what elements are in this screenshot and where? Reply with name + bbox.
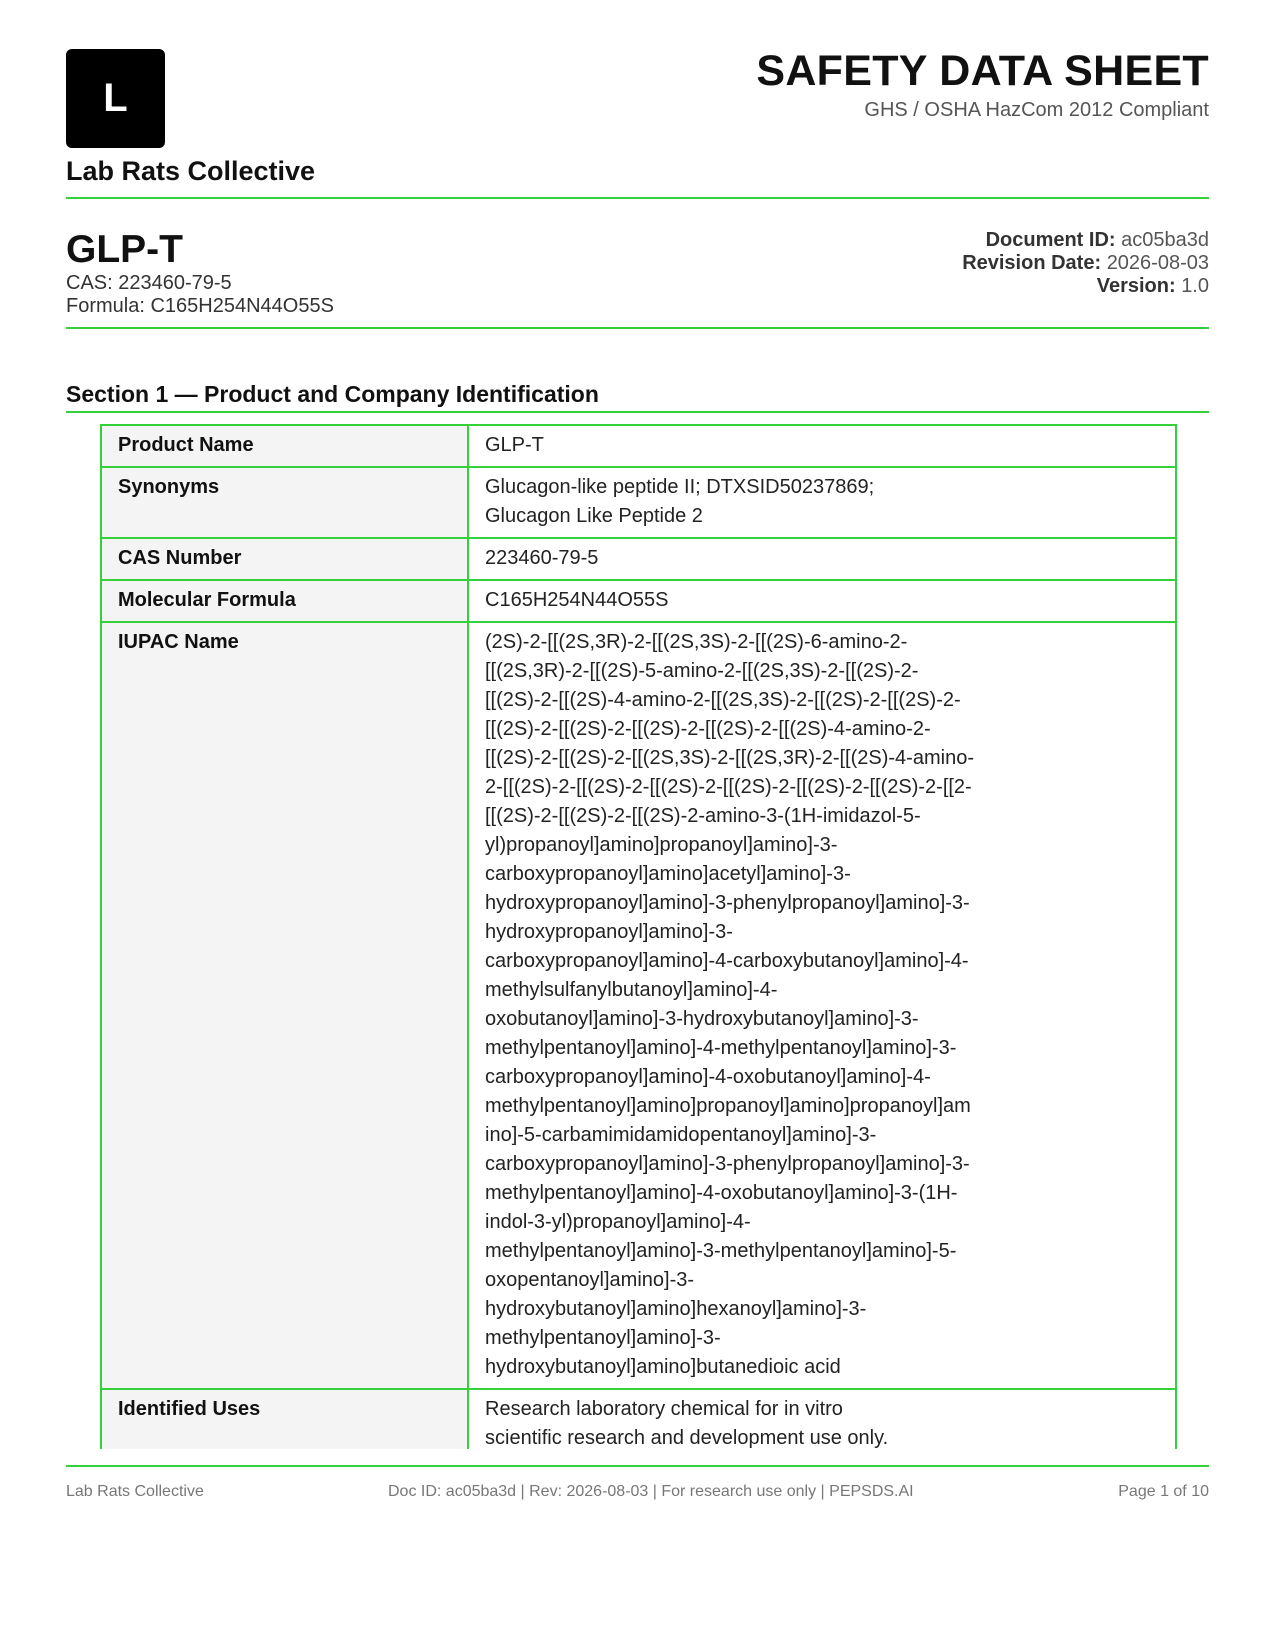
row-value: GLP-T bbox=[468, 425, 1176, 467]
document-id bbox=[986, 229, 1209, 252]
row-value-cell bbox=[468, 622, 1176, 1389]
product-name: GLP-T bbox=[66, 228, 183, 271]
table-row bbox=[101, 622, 1176, 1389]
version-value: 1.0 bbox=[1181, 275, 1209, 297]
row-label: IUPAC Name bbox=[101, 622, 468, 1389]
section-1-divider bbox=[66, 411, 1209, 413]
revision-date-label: Revision Date: bbox=[962, 252, 1102, 274]
footer-divider bbox=[66, 1465, 1209, 1467]
iupac-name-value: (2S)-2-[[(2S,3R)-2-[[(2S,3S)-2-[[(2S)-6-amino-2-[[(2S,3R)-2-[[(2S)-5-amino-2-[[(2S,3S)-2-[[(2S)-2-[[(2S)-2-[[(2S)-4-amino-2-[[(2S,3S)-2-[[(2S)-2-[[(2S)-2-[[(2S)-2-[[(2S)-2-[[(2S)-2-[[(2S)-2-[[(2S)-4-amino-2-[[(2S)-2-[[(2S)-2-[[(2S,3S)-2-[[(2S,3R)-2-[[(2S)-4-amino-2-[[(2S)-2-[[(2S)-2-[[(2S)-2-[[(2S)-2-[[(2S)-2-[[(2S)-2-[[2-[[(2S)-2-[[(2S)-2-[[(2S)-2-amino-3-(1H-imidazol-5-yl)propanoyl]amino]propanoyl]amino]-3-carboxypropanoyl]amino]acetyl]amino]-3-hydroxypropanoyl]amino]-3-phenylpropanoyl]amino]-3-hydroxypropanoyl]amino]-3-carboxypropanoyl]amino]-4-carboxybutanoyl]amino]-4-methylsulfanylbutanoyl]amino]-4-oxobutanoyl]amino]-3-hydroxybutanoyl]amino]-3-methylpentanoyl]amino]-4-methylpentanoyl]amino]-3-carboxypropanoyl]amino]-4-oxobutanoyl]amino]-4-methylpentanoyl]amino]propanoyl]amino]propanoyl]amino]-5-carbamimidamidopentanoyl]amino]-3-carboxypropanoyl]amino]-3-phenylpropanoyl]amino]-3-methylpentanoyl]amino]-4-oxobutanoyl]amino]-3-(1H-indol-3-yl)propanoyl]amino]-4-methylpentanoyl]amino]-3-methylpentanoyl]amino]-5-oxopentanoyl]amino]-3-hydroxybutanoyl]amino]hexanoyl]amino]-3-methylpentanoyl]amino]-3-hydroxybutanoyl]amino]butanedioic acid bbox=[485, 631, 974, 1378]
section-1-title: Section 1 — Product and Company Identification bbox=[66, 381, 599, 407]
table-row bbox=[101, 467, 1176, 538]
table-row bbox=[101, 425, 1176, 467]
company-name: Lab Rats Collective bbox=[66, 156, 316, 186]
row-value: Research laboratory chemical for in vitro scientific research and development use only. bbox=[485, 1398, 889, 1449]
product-cas: CAS: 223460-79-5 bbox=[66, 272, 232, 294]
identification-table-viewport bbox=[100, 424, 1177, 1449]
company-logo bbox=[66, 49, 165, 148]
product-divider bbox=[66, 327, 1209, 329]
header-divider bbox=[66, 197, 1209, 199]
version bbox=[1097, 275, 1209, 298]
row-label: CAS Number bbox=[101, 538, 468, 580]
document-subtitle: GHS / OSHA HazCom 2012 Compliant bbox=[864, 99, 1209, 121]
footer-doc-info: Doc ID: ac05ba3d | Rev: 2026-08-03 | For research use only | PEPSDS.AI bbox=[388, 1483, 914, 1500]
row-label: Identified Uses bbox=[101, 1389, 468, 1449]
version-label: Version: bbox=[1096, 275, 1176, 297]
row-label: Product Name bbox=[101, 425, 468, 467]
logo-letter: L bbox=[103, 76, 128, 120]
row-value-cell bbox=[468, 467, 1176, 538]
table-row bbox=[101, 580, 1176, 622]
row-label: Synonyms bbox=[101, 467, 468, 538]
identification-table bbox=[100, 424, 1177, 1449]
table-row bbox=[101, 538, 1176, 580]
footer-company: Lab Rats Collective bbox=[66, 1483, 204, 1500]
table-row bbox=[101, 1389, 1176, 1449]
row-label: Molecular Formula bbox=[101, 580, 468, 622]
footer-page-number: Page 1 of 10 bbox=[1118, 1483, 1209, 1500]
document-id-label: Document ID: bbox=[985, 229, 1116, 251]
row-value: 223460-79-5 bbox=[468, 538, 1176, 580]
revision-date bbox=[962, 252, 1209, 275]
product-formula: Formula: C165H254N44O55S bbox=[66, 295, 334, 317]
row-value-cell bbox=[468, 1389, 1176, 1449]
document-title: SAFETY DATA SHEET bbox=[756, 47, 1209, 95]
document-id-value: ac05ba3d bbox=[1121, 229, 1209, 251]
row-value: C165H254N44O55S bbox=[468, 580, 1176, 622]
revision-date-value: 2026-08-03 bbox=[1106, 252, 1209, 274]
row-value: Glucagon-like peptide II; DTXSID50237869; Glucagon Like Peptide 2 bbox=[485, 476, 875, 527]
